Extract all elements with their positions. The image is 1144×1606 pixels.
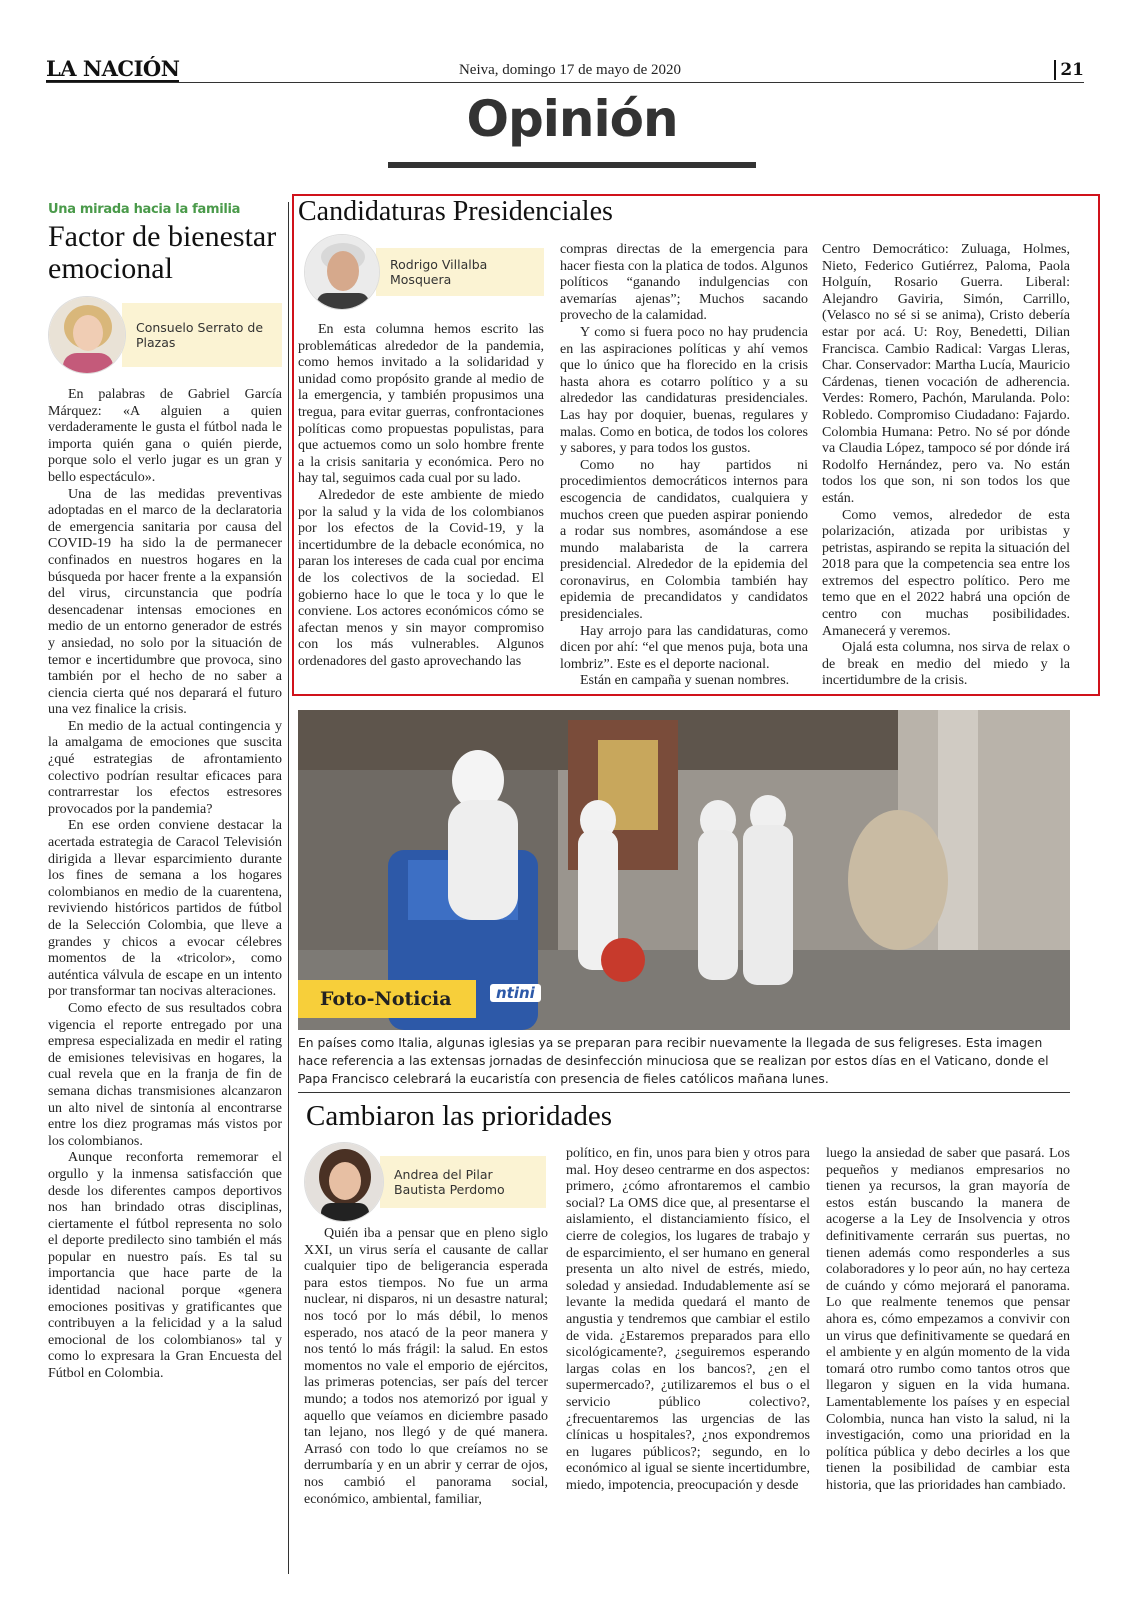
author-photo: [304, 1142, 384, 1222]
newspaper-logo: LA NACIÓN: [46, 56, 180, 81]
paragraph: En palabras de Gabriel García Márquez: «A alguien a quien verdaderamente le gusta el fútbol nada le importa quién gana o quién pierde, porque solo el verlo jugar es un gran y bello espectáculo».: [48, 387, 282, 485]
paragraph: Como vemos, alrededor de esta polarización, atizada por uribistas y petristas, aspirando se repita la situación del 2018 para que la competencia sea entre los extremos del espectro político. Pero me temo que en el 2022 habrá una opción de centro con muchas posibilidades. Amanecerá y veremos.: [822, 507, 1070, 639]
paragraph: político, en fin, unos para bien y otros para mal. Hoy deseo centrarme en dos aspectos: primero, ¿cómo afrontaremos el cambio social? La OMS dice que, al presentarse el aislamiento, el distanciamiento físico, el cierre de colegios, los lugares de trabajo y de esparcimiento, el ser humano en general presenta un alto nivel de estrés, miedo, soledad y ansiedad. Indudablemente así se levante la medida quedará el manto de angustia y tendremos que cambiar el estilo de vida. ¿Estaremos preparados para ello sicológicamente?, ¿seguiremos esperando largas colas en los bancos?, ¿en el supermercado?, ¿utilizaremos el bus o el servicio público colectivo?, ¿frecuentaremos las urgencias de las clínicas u hospitales?, ¿nos expondremos en lugares públicos?; segundo, en lo económico al igual se siente incertidumbre, miedo, impotencia, preocupación y desde: [566, 1146, 810, 1493]
article-column-1: [304, 1226, 548, 1508]
paragraph: Centro Democrático: Zuluaga, Holmes, Nieto, Federico Gutiérrez, Paloma, Paola Holguín, Rosario Guerra. Liberal: Alejandro Gaviria, Simón, Carrillo, (Velasco no sé si se anima), Cristo debería estar por acá. U: Roy, Benedetti, Dilian Francisca. Cambio Radical: Vargas Lleras, Char. Conservador: Martha Lucía, Mauricio Cárdenas, tienen vocación de adherencia. Verdes: Romero, Pachón, Marulanda. Polo: Robledo. Compromiso Ciudadano: Fajardo. Colombia Humana: Petro. No sé por dónde va Claudia López, tampoco sé por dónde irá Rodolfo Hernández, pero va. No están todos los que son, ni son todos los que están.: [822, 242, 1070, 506]
divider: [298, 1092, 1070, 1093]
paragraph: Como no hay partidos ni procedimientos democráticos internos para escogencia de candidatos, cualquiera y muchos creen que pueden aspirar poniendo a rodar sus nombres, asomándose a ese mundo malabarista de la carrera presidencial. Alrededor de la epidemia del coronavirus, en Colombia también hay epidemia de precandidatos y candidatos presidenciales.: [560, 457, 808, 623]
author-name: Consuelo Serrato de Plazas: [122, 303, 282, 367]
left-article: [48, 202, 282, 1383]
paragraph: Y como si fuera poco no hay prudencia en las aspiraciones políticas y ahí vemos que lo único que ha florecido en la crisis hasta ahora es cotarro político y a su alrededor las candidaturas presidenciales. Las hay por doquier, buenas, regulares y malas. Como en botica, de todos los colores y sabores, y para todos los gustos.: [560, 324, 808, 457]
author-photo: [304, 234, 380, 310]
photo-caption: En países como Italia, algunas iglesias ya se preparan para recibir nuevamente la llegada de sus feligreses. Esta imagen hace referencia a las extensas jornadas de desinfección minuciosa que se realizan por estos días en el Vaticano, donde el Papa Francisco celebrará la eucaristía con presencia de fieles católicos mañana lunes.: [298, 1036, 1049, 1086]
article-column-2: [566, 1146, 810, 1494]
author-name: Andrea del Pilar Bautista Perdomo: [380, 1156, 546, 1208]
author-name: Rodrigo Villalba Mosquera: [376, 248, 544, 296]
paragraph: Ojalá esta columna, nos sirva de relax o de break en medio del miedo y la incertidumbre de la crisis.: [822, 640, 1070, 689]
column-divider: [288, 202, 289, 1574]
paragraph: Hay arrojo para las candidaturas, como dicen por ahí: “el que menos puja, bota una lombriz”. Este es el deporte nacional.: [560, 623, 808, 672]
section-rule: [388, 162, 756, 168]
paragraph: Están en campaña y suenan nombres.: [580, 673, 790, 689]
paragraph: Alrededor de este ambiente de miedo por la salud y la vida de los colombianos por los efectos de la Covid-19, y la incertidumbre de la debacle económica, no paran los intereses de cada cual por encima de los colectivos de la sociedad. El gobierno hace lo que le toca y lo que le conviene. Los actores económicos cómo se afectan menos y sin mayor compromiso con los más vulnerables. Algunos ordenadores del gasto aprovechando las: [298, 487, 544, 669]
bottom-article-title: Cambiaron las prioridades: [306, 1100, 613, 1132]
paragraph: En ese orden conviene destacar la acertada estrategia de Caracol Televisión dirigida a llevar esparcimiento durante los fines de semana a los hogares colombianos en medio de la cuarentena, reviviendo históricos partidos de fútbol de la Selección Colombia, que lleve a grandes y chicos a evocar célebres momentos de la «tricolor», como auténtica válvula de escape en un intento por transformar tan nocivas alteraciones.: [48, 818, 282, 1000]
article-column-2: [560, 242, 808, 690]
author-photo: [48, 296, 126, 374]
issue-date: Neiva, domingo 17 de mayo de 2020: [458, 62, 682, 78]
author-box: [304, 234, 544, 310]
article-body: [48, 387, 282, 1383]
paragraph: En esta columna hemos escrito las problemáticas alrededor de la pandemia, como hemos invitado a la solidaridad y unidad como propósito grande al medio de la emergencia, y también propusimos una tregua, para evitar guerras, confrontaciones políticas como propuestas populistas, para que actuemos como un solo hombre frente a la crisis sanitaria y económica. Pero no hay tal, seguimos cada cual por su lado.: [298, 322, 544, 487]
page-number: 21: [1054, 60, 1084, 80]
article-title: Factor de bienestar emocional: [48, 220, 277, 285]
photo-label: Foto-Noticia: [298, 980, 476, 1018]
header-rule: [46, 82, 1084, 83]
author-box: [48, 299, 282, 371]
machine-brand-label: ntini: [490, 984, 541, 1002]
paragraph: compras directas de la emergencia para hacer fiesta con la platica de todos. Algunos políticos “ganando indulgencias con avemarías ajenas”; Muchos sacando provecho de la calamidad.: [560, 242, 808, 324]
paragraph: Una de las medidas preventivas adoptadas en el marco de la declaratoria de emergencia sanitaria por causa del COVID-19 ha sido la de permanecer confinados en nuestros hogares en la búsqueda por hacer frente a la expansión del virus, circunstancia que podría desencadenar intensas emociones en medio de un entorno generador de estrés y ansiedad, no solo por la situación de temor e incertidumbre que provoca, sino también por el hecho de no saber a ciencia cierta qué nos deparará el futuro una vez finalice la crisis.: [48, 486, 282, 718]
author-box: [304, 1142, 546, 1222]
paragraph: En medio de la actual contingencia y la amalgama de emociones que suscita ¿qué estrategias de afrontamiento colectivo podrían resultar eficaces para contrarrestar los efectos estresores provocados por la pandemia?: [48, 718, 282, 817]
paragraph: luego la ansiedad de saber que pasará. Los pequeños y medianos empresarios no tienen ya recursos, la gran mayoría de estos están buscando la manera de acogerse a la Ley de Insolvencia y otros definitivamente cerrarán sus puertas, no tienen además como responderles a sus colaboradores y lo peor aún, no hay certeza de cuándo y cómo mejorará el panorama. Lo que realmente tenemos que pensar ahora es, cómo empezamos a convivir con un virus que definitivamente se quedará en el ambiente y en algún momento de la vida tomará otro rumbo como tantos otros que llegaron y siguen en la vida humana. Lamentablemente los países y en especial Colombia, nunca han visto la salud, ni la investigación, como una prioridad en la política pública y debo decirles a los que tienen la posibilidad de cambiar esta historia, que las prioridades han cambiado.: [826, 1146, 1070, 1493]
paragraph: Quién iba a pensar que en pleno siglo XXI, un virus sería el causante de callar cualquier tipo de beligerancia esperada para estos tiempos. No fue un arma nuclear, ni disparos, ni un desastre natural; nos tocó por lo más débil, lo menos esperado, nos atacó de la peor manera y nos tentó lo más frágil: la salud. En estos momentos no vale el emporio de ejércitos, las primeras potencias, ser país del tercer mundo; a todos nos atemorizó por igual y aquello que veíamos en diciembre pasado tan lejano, nos llegó y de qué manera. Arrasó con todo lo que creíamos no se derrumbaría y en un abrir y cerrar de ojos, nos cambió el panorama social, económico, ambiental, familiar,: [304, 1226, 548, 1507]
article-kicker: Una mirada hacia la familia: [48, 202, 241, 217]
article-column-3: [826, 1146, 1070, 1494]
featured-article-title: Candidaturas Presidenciales: [298, 196, 613, 227]
paragraph: Como efecto de sus resultados cobra vigencia el reporte entregado por una empresa especializada en medir el rating de emisiones televisivas en hogares, la cual revela que en la franja de fin de semana dichas transmisiones alcanzaron un alto nivel de sintonía al encontrarse entre los diez programas más vistos por los colombianos.: [48, 1000, 282, 1149]
paragraph: Aunque reconforta rememorar el orgullo y la inmensa satisfacción que desde los diferentes campos deportivos nos han brindado otras disciplinas, ciertamente el fútbol representa no solo el deporte predilecto sino también el más popular en nuestro país. Es tal su importancia que hace parte de la identidad nacional porque «genera emociones positivas y gratificantes que contribuyen a la felicidad y a la salud emocional de los colombianos» tal y como lo expresara la Gran Encuesta del Fútbol en Colombia.: [48, 1150, 282, 1382]
section-title: Opinión: [466, 90, 678, 148]
article-column-3: [822, 242, 1070, 690]
article-column-1: [298, 322, 544, 670]
